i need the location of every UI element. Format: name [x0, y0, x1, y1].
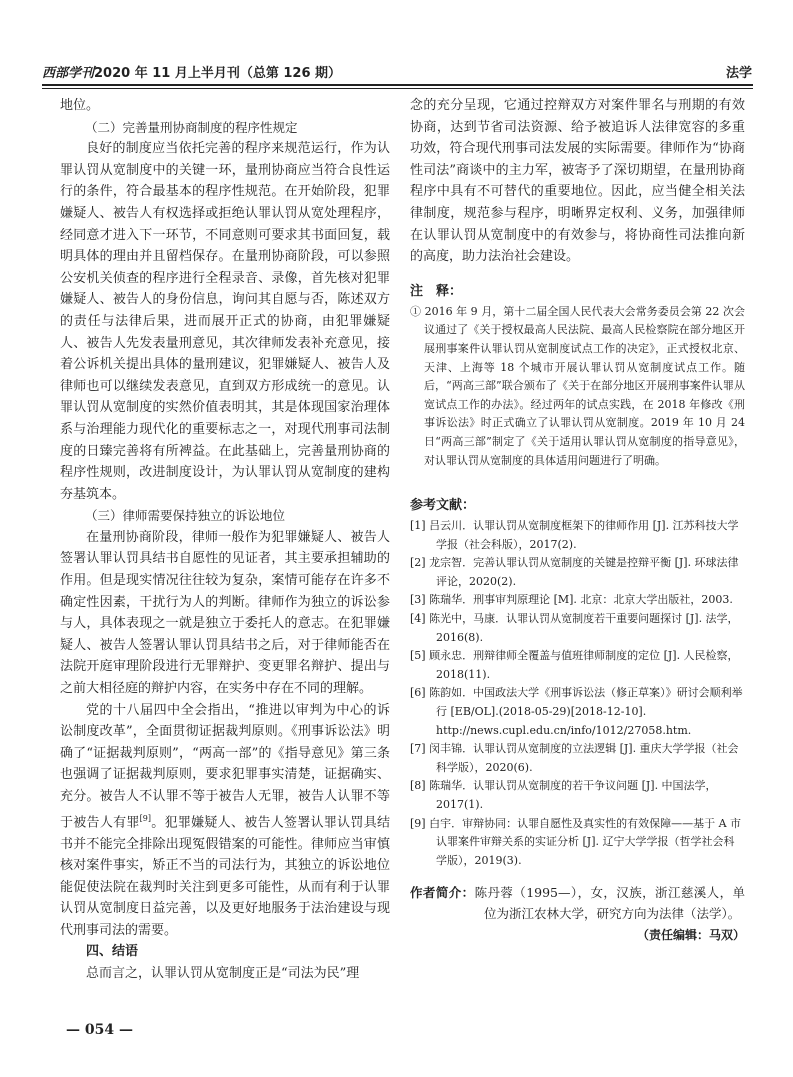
paragraph: 在量刑协商阶段，律师一般作为犯罪嫌疑人、被告人签署认罪认罚具结书自愿性的见证者，其主要承担辅助的作用。但是现实情况往往较为复杂，案情可能存在许多不确定性因素，干扰行为人的判断。律师作为独立的诉讼参与人，具体表现之一就是独立于委托人的意志。在犯罪嫌疑人、被告人签署认罪认罚具结书之后，对于律师能否在法院开庭审理阶段进行无罪辩护、变更罪名辩护、提出与之前大相径庭的辩护内容，在实务中存在不同的理解。 [60, 529, 390, 697]
citation: [9] [139, 813, 152, 823]
paragraph: 党的十八届四中全会指出，“推进以审判为中心的诉讼制度改革”，全面贯彻证据裁判原则。《刑事诉讼法》明确了“证据裁判原则”，“两高一部”的《指导意见》第三条也强调了证据裁判原则，要求犯罪事实清楚，证据确实、充分。被告人不认罪不等于被告人无罪，被告人认罪不等于被告人有罪[9]。犯罪嫌疑人、被告人签署认罪认罚具结书并不能完全排除出现冤假错案的可能性。律师应当审慎核对案件事实，矫正不当的司法行为，其独立的诉讼地位能促使法院在裁判时关注到更多可能性，从而有利于认罪认罚从宽制度日益完善，以及更好地服务于法治建设与现代刑事司法的需要。 [60, 702, 390, 938]
paragraph: 念的充分呈现，它通过控辩双方对案件罪名与刑期的有效协商，达到节省司法资源、给予被追诉人法律宽容的多重功效，符合现代刑事司法发展的实际需要。律师作为“协商性司法”商谈中的主力军，被寄予了深切期望，在量刑协商程序中具有不可替代的重要地位。因此，应当健全相关法律制度，规范参与程序，明晰界定权利、义务，加强律师在认罪认罚从宽制度中的有效参与，将协商性司法推向新的高度，助力法治社会建设。 [410, 98, 745, 265]
footnote: ① 2016 年 9 月，第十二届全国人民代表大会常务委员会第 22 次会议通过了《关于授权最高人民法院、最高人民检察院在部分地区开展刑事案件认罪认罚从宽制度试点工作的决定》，正式授权北京、天津、上海等 18 个城市开展认罪认罚从宽制度试点工作。随后，“两高三部”联合颁布了《关于在部分地区开展刑事案件认罪从宽试点工作的办法》。经过两年的试点实践，在 2018 年修改《刑事诉讼法》时正式确立了认罪认罚从宽制度。2019 年 10 月 24 日“两高三部”制定了《关于适用认罪认罚从宽制度的指导意见》，对认罪认罚从宽制度的具体适用问题进行了明确。 [410, 304, 745, 467]
journal-issue [42, 62, 341, 81]
reference-item: [4] 陈光中，马康．认罪认罚从宽制度若干重要问题探讨 [J]. 法学，2016(8). [410, 612, 739, 644]
section-heading: 四、结语 [86, 944, 139, 960]
author-bio [410, 882, 745, 924]
header-rule-thin [42, 88, 753, 89]
reference-item: [5] 顾永忠．刑辩律师全覆盖与值班律师制度的定位 [J]. 人民检察，2018(11). [410, 649, 739, 681]
paragraph: 总而言之，认罪认罚从宽制度正是“司法为民”理 [86, 966, 360, 982]
subsection-heading: （二）完善量刑协商制度的程序性规定 [85, 119, 298, 135]
reference-item: [9] 白宇．审辩协同：认罪自愿性及真实性的有效保障——基于 A 市认罪案件审辩关系的实证分析 [J]. 辽宁大学学报（哲学社会科学版），2019(3). [410, 816, 742, 867]
header-rule-thick [42, 84, 753, 86]
running-header [42, 62, 752, 82]
reference-item: [7] 闵丰锦．认罪认罚从宽制度的立法逻辑 [J]. 重庆大学学报（社会科学版），2020(6). [410, 742, 739, 774]
notes-title: 注 释： [410, 283, 463, 299]
subsection-heading: （三）律师需要保持独立的诉讼地位 [85, 508, 286, 524]
paragraph: 地位。 [60, 98, 100, 113]
reference-item: [3] 陈瑞华．刑事审判原理论 [M]. 北京：北京大学出版社，2003. [410, 593, 733, 607]
reference-item: [1] 吕云川．认罪认罚从宽制度框架下的律师作用 [J]. 江苏科技大学学报（社会科版），2017(2). [410, 519, 739, 551]
page-number: — 054 — [66, 1022, 133, 1038]
reference-item: [2] 龙宗智．完善认罪认罚从宽制度的关键是控辩平衡 [J]. 环球法律评论，2020(2). [410, 556, 739, 588]
responsible-editor: （责任编辑：马双） [636, 928, 745, 943]
author-label: 作者简介： [410, 885, 475, 901]
author-text: 陈丹蓉（1995—），女，汉族，浙江慈溪人，单位为浙江农林大学，研究方向为法律（法学）。 [474, 885, 745, 922]
left-column [60, 95, 390, 985]
reference-item: [8] 陈瑞华．认罪认罚从宽制度的若干争议问题 [J]. 中国法学，2017(1). [410, 779, 717, 811]
paragraph: 良好的制度应当依托完善的程序来规范运行，作为认罪认罚从宽制度中的关键一环，量刑协商应当符合良性运行的条件，符合最基本的程序性规范。在开始阶段，犯罪嫌疑人、被告人有权选择或拒绝认罪认罚从宽处理程序，经同意才进入下一环节，不同意则可要求其书面回复，载明具体的理由并且留档保存。在量刑协商阶段，可以参照公安机关侦查的程序进行全程录音、录像，首先核对犯罪嫌疑人、被告人的身份信息，询问其自愿与否，陈述双方的责任与法律后果，进而展开正式的协商，由犯罪嫌疑人、被告人先发表量刑意见，其次律师发表补充意见，接着公诉机关提出具体的量刑建议，犯罪嫌疑人、被告人及律师也可以继续发表意见，直到双方形成统一的意见。认罪认罚从宽制度的实然价值表明其，其是体现国家治理体系与治理能力现代化的重要标志之一，对现代刑事司法制度的日臻完善将有所裨益。在此基础上，完善量刑协商的程序性规则，改进制度设计，为认罪认罚从宽制度的建构夯基筑本。 [60, 141, 390, 502]
references-title: 参考文献： [410, 498, 476, 514]
journal-logo: 西部学刊 [42, 66, 95, 81]
reference-item: [6] 陈韵如．中国政法大学《刑事诉讼法（修正草案）》研讨会顺利举行 [EB/OL].(2018-05-29)[2018-12-10]. http://news.cupl.edu.cn/info/1012/27058.htm. [410, 686, 743, 737]
right-column [410, 95, 745, 943]
section-tag: 法学 [725, 66, 752, 81]
issue-info: 2020 年 11 月上半月刊（总第 126 期） [94, 66, 342, 81]
